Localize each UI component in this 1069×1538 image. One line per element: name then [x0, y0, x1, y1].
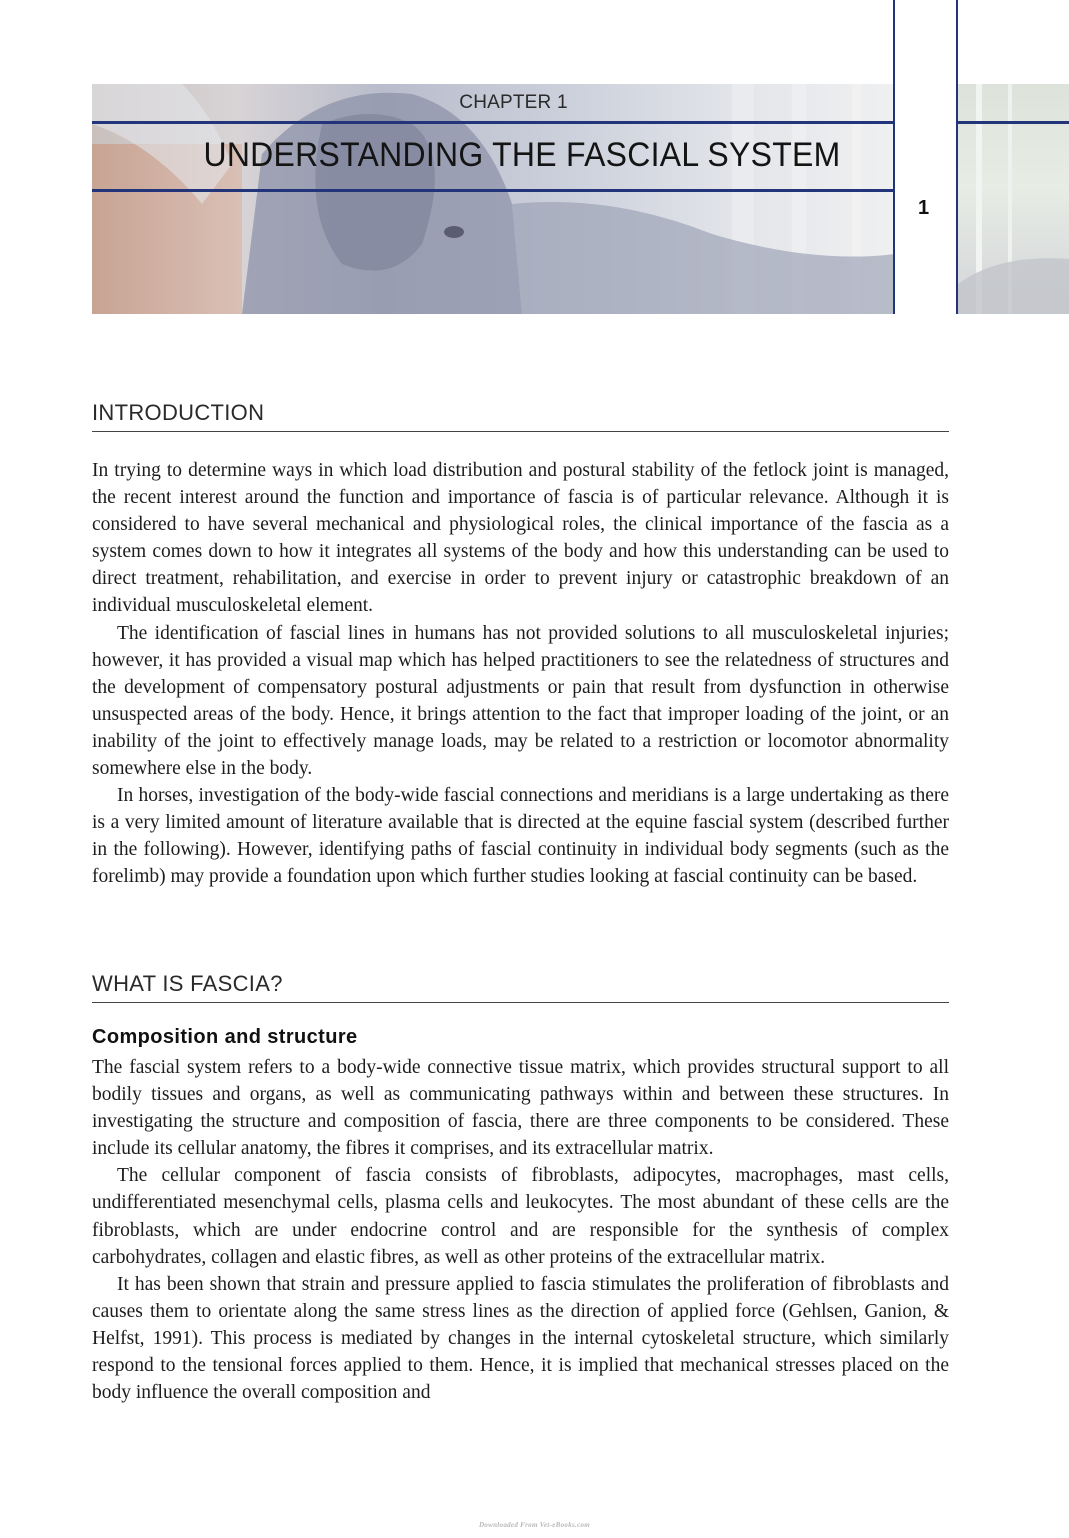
header-rule-top	[92, 121, 895, 124]
paragraph: In horses, investigation of the body-wide fascial connections and meridians is a large undertaking as there is a very limited amount of literature available that is directed at the equine fascial system (described further in the following). However, identifying paths of fascial continuity in individual body segments (such as the forelimb) may provide a foundation upon which further studies looking at fascial continuity can be based.	[92, 785, 949, 888]
header-rule-side	[958, 121, 1069, 124]
paragraph: The fascial system refers to a body-wide connective tissue matrix, which provides structural support to all bodily tissues and organs, as well as communicating pathways within and between these structures. In investigating the structure and composition of fascia, there are three components to be considered. These include its cellular anatomy, the fibres it comprises, and its extracellular matrix.	[92, 1057, 949, 1160]
page-number: 1	[918, 197, 930, 219]
composition-body	[92, 1054, 949, 1406]
footer-watermark: Downloaded From Vet-eBooks.com	[478, 1521, 591, 1529]
introduction-body	[92, 457, 949, 891]
header-side-photo-icon	[958, 84, 1069, 314]
paragraph: It has been shown that strain and pressure applied to fascia stimulates the proliferation of fibroblasts and causes them to orientate along the same stress lines as the direction of applied force (Gehlsen, Ganion, & Helfst, 1991). This process is mediated by changes in the internal cytoskeletal structure, which similarly respond to the tensional forces applied to them. Hence, it is implied that mechanical stresses placed on the body influence the overall composition and	[92, 1273, 949, 1404]
paragraph: The identification of fascial lines in humans has not provided solutions to all musculoskeletal injuries; however, it has provided a visual map which has helped practitioners to see the relatedness of structures and the development of compensatory postural adjustments or pain that result from dysfunction in otherwise unsuspected areas of the body. Hence, it brings attention to the fact that improper loading of the joint, or an inability of the joint to effectively manage loads, may be related to a restriction or locomotor abnormality somewhere else in the body.	[92, 622, 949, 780]
header-vertical-rule-right	[956, 0, 958, 314]
paragraph: In trying to determine ways in which load distribution and postural stability of the fetlock joint is managed, the recent interest around the function and importance of fascia is of particular relevance. Although it is considered to have several mechanical and physiological roles, the clinical importance of the fascia as a system comes down to how it integrates all systems of the body and how this understanding can be used to direct treatment, rehabilitation, and exercise in order to prevent injury or catastrophic breakdown of an individual musculoskeletal element.	[92, 460, 949, 617]
section-heading-introduction: INTRODUCTION	[92, 400, 949, 432]
chapter-title: UNDERSTANDING THE FASCIAL SYSTEM	[203, 136, 841, 174]
horse-photo-icon	[92, 84, 895, 314]
paragraph: The cellular component of fascia consists of fibroblasts, adipocytes, macrophages, mast cells, undifferentiated mesenchymal cells, plasma cells and leukocytes. The most abundant of these cells are the fibroblasts, which are under endocrine control and are responsible for the synthesis of complex carbohydrates, collagen and elastic fibres, as well as other proteins of the extracellular matrix.	[92, 1165, 949, 1268]
subheading-composition-structure: Composition and structure	[92, 1026, 358, 1048]
section-heading-what-is-fascia: WHAT IS FASCIA?	[92, 971, 949, 1003]
chapter-label: CHAPTER 1	[459, 92, 568, 113]
header-rule-bottom	[92, 189, 895, 192]
